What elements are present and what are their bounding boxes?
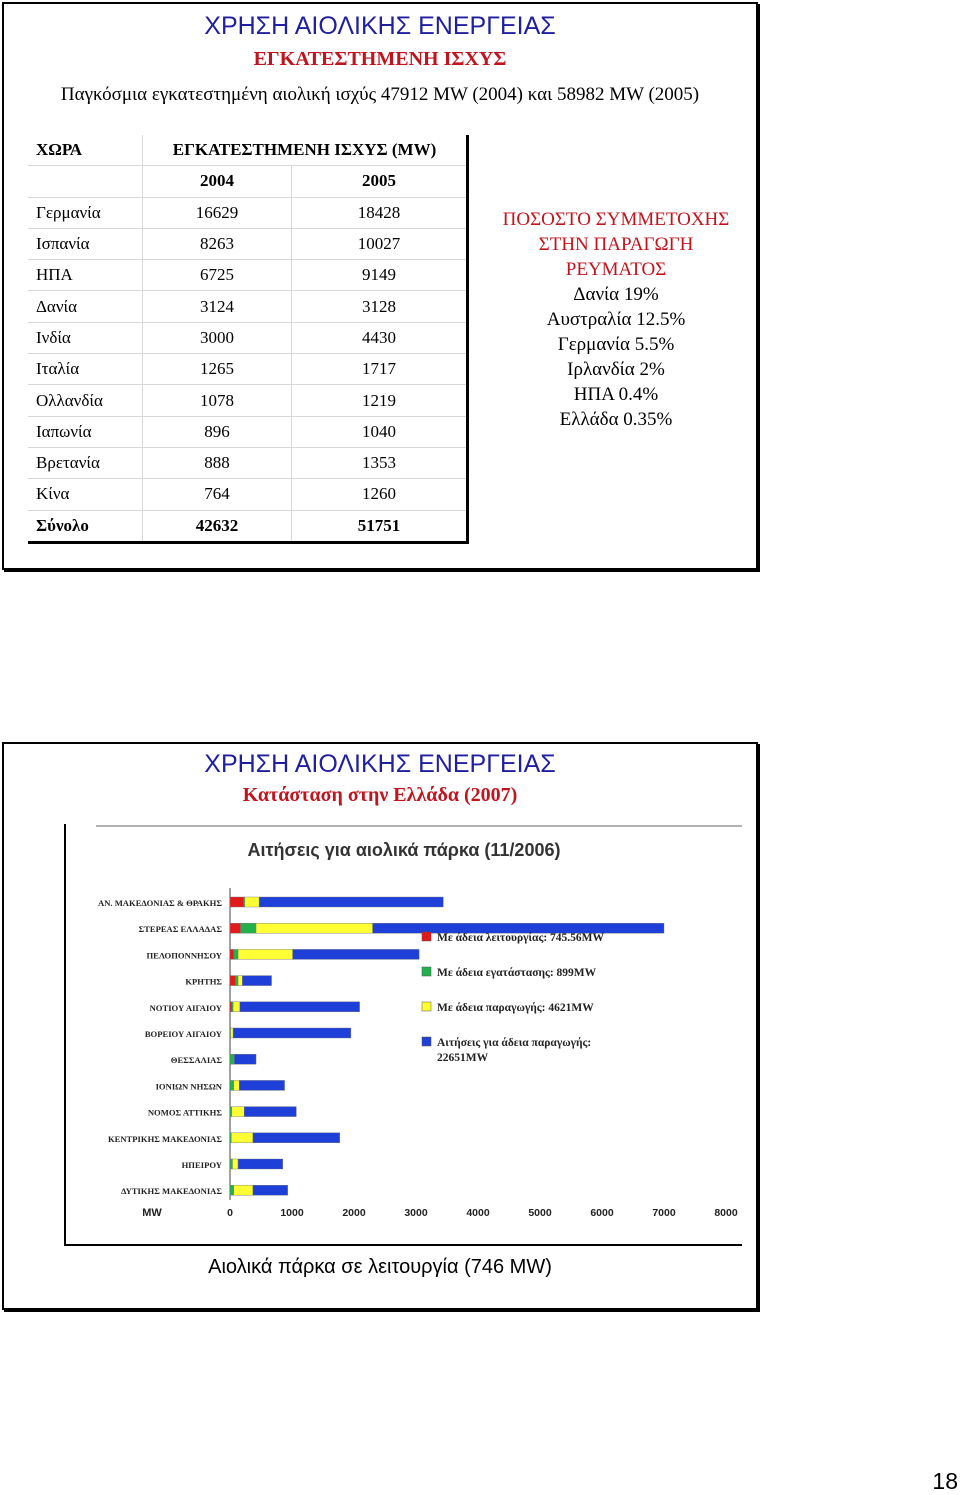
- value-2004-cell: 3124: [143, 291, 292, 322]
- x-tick-label: 1000: [280, 1207, 304, 1219]
- bar-segment: [231, 1028, 233, 1038]
- category-label: ΔΥΤΙΚΗΣ ΜΑΚΕΔΟΝΙΑΣ: [121, 1186, 222, 1197]
- intro-text: Παγκόσμια εγκατεστημένη αιολική ισχύς 47912 MW (2004) και 58982 MW (2005): [60, 84, 700, 105]
- total-row: [28, 510, 468, 542]
- country-cell: Ολλανδία: [28, 385, 143, 416]
- country-cell: Βρετανία: [28, 447, 143, 478]
- chart-caption: Αιολικά πάρκα σε λειτουργία (746 MW): [208, 1256, 552, 1278]
- share-heading-3: ΡΕΥΜΑΤΟΣ: [565, 259, 667, 280]
- category-label: ΗΠΕΙΡΟΥ: [181, 1160, 222, 1170]
- bar-segment: [259, 897, 443, 907]
- share-heading-1: ΠΟΣΟΣΤΟ ΣΥΜΜΕΤΟΧΗΣ: [502, 209, 730, 230]
- share-item: Ελλάδα 0.35%: [559, 409, 673, 430]
- bar-segment: [230, 976, 236, 986]
- bar-segment: [230, 949, 234, 959]
- bar-segment: [231, 1133, 253, 1143]
- category-label: ΑΝ. ΜΑΚΕΔΟΝΙΑΣ & ΘΡΑΚΗΣ: [97, 898, 222, 908]
- bar-segment: [244, 1107, 296, 1117]
- bar-segment: [234, 1185, 253, 1195]
- category-label: ΙΟΝΙΩΝ ΝΗΣΩΝ: [155, 1081, 222, 1092]
- country-cell: Ιταλία: [28, 354, 143, 385]
- category-label: ΚΡΗΤΗΣ: [185, 976, 222, 987]
- country-cell: Ινδία: [28, 322, 143, 353]
- header-country: ΧΩΡΑ: [28, 135, 143, 166]
- table-row: [28, 291, 468, 322]
- legend-swatch: [422, 932, 431, 941]
- table-row: [28, 228, 468, 259]
- slide-subtitle: ΕΓΚΑΤΕΣΤΗΜΕΝΗ ΙΣΧΥΣ: [253, 48, 507, 70]
- bar-segment: [230, 897, 244, 907]
- x-axis-label: MW: [142, 1207, 162, 1219]
- legend-label: Αιτήσεις για άδεια παραγωγής:: [437, 1037, 592, 1049]
- value-2005-cell: 1040: [292, 416, 468, 447]
- country-cell: Ισπανία: [28, 228, 143, 259]
- bar-segment: [236, 976, 238, 986]
- slide-greece-status: [2, 742, 758, 1310]
- bar-segment: [238, 949, 293, 959]
- bar-segment: [253, 1133, 340, 1143]
- legend-swatch: [422, 1002, 431, 1011]
- share-item: ΗΠΑ 0.4%: [573, 384, 659, 405]
- bar-segment: [232, 1107, 244, 1117]
- bar-segment: [234, 1080, 240, 1090]
- table-row: [28, 416, 468, 447]
- share-item: Ιρλανδία 2%: [567, 359, 665, 380]
- value-2005-cell: 4430: [292, 322, 468, 353]
- table-row: [28, 479, 468, 510]
- table-row: [28, 197, 468, 228]
- category-label: ΠΕΛΟΠΟΝΝΗΣΟΥ: [146, 950, 222, 961]
- x-tick-label: 7000: [652, 1207, 676, 1219]
- x-tick-label: 0: [227, 1207, 233, 1219]
- total-2004: 42632: [143, 510, 292, 542]
- bar-segment: [230, 1054, 234, 1064]
- production-share: [474, 207, 758, 432]
- value-2004-cell: 16629: [143, 197, 292, 228]
- value-2004-cell: 6725: [143, 260, 292, 291]
- share-item: Αυστραλία 12.5%: [546, 309, 686, 330]
- category-label: ΝΟΤΙΟΥ ΑΙΓΑΙΟΥ: [149, 1002, 222, 1013]
- bar-segment: [230, 1080, 234, 1090]
- table-row: [28, 354, 468, 385]
- legend-swatch: [422, 967, 431, 976]
- legend-label: Με άδεια παραγωγής: 4621MW: [437, 1002, 594, 1014]
- page-number: 18: [932, 1468, 958, 1494]
- wind-applications-chart: [66, 824, 742, 1244]
- value-2005-cell: 1717: [292, 354, 468, 385]
- share-heading-2: ΣΤΗΝ ΠΑΡΑΓΩΓΗ: [538, 234, 694, 255]
- value-2005-cell: 18428: [292, 197, 468, 228]
- bar-segment: [232, 1159, 238, 1169]
- bar-segment: [233, 1002, 240, 1012]
- bar-segment: [238, 1159, 283, 1169]
- bar-segment: [242, 976, 271, 986]
- category-label: ΝΟΜΟΣ ΑΤΤΙΚΗΣ: [147, 1107, 222, 1118]
- header-year-2005: 2005: [292, 166, 468, 197]
- table-row: [28, 322, 468, 353]
- x-tick-label: 3000: [404, 1207, 428, 1219]
- header-year-2004: 2004: [143, 166, 292, 197]
- bar-segment: [234, 1054, 256, 1064]
- value-2005-cell: 9149: [292, 260, 468, 291]
- value-2004-cell: 888: [143, 447, 292, 478]
- value-2005-cell: 3128: [292, 291, 468, 322]
- table-row: [28, 447, 468, 478]
- country-cell: Γερμανία: [28, 197, 143, 228]
- bar-segment: [239, 1080, 284, 1090]
- table-row: [28, 385, 468, 416]
- x-tick-label: 4000: [466, 1207, 490, 1219]
- country-cell: Δανία: [28, 291, 143, 322]
- header-blank: [28, 166, 143, 197]
- share-item: Γερμανία 5.5%: [557, 334, 675, 355]
- chart-frame: [64, 824, 742, 1246]
- total-label: Σύνολο: [28, 510, 143, 542]
- x-tick-label: 2000: [342, 1207, 366, 1219]
- value-2004-cell: 764: [143, 479, 292, 510]
- country-cell: ΗΠΑ: [28, 260, 143, 291]
- value-2004-cell: 8263: [143, 228, 292, 259]
- legend-swatch: [422, 1037, 431, 1046]
- value-2005-cell: 1219: [292, 385, 468, 416]
- value-2005-cell: 10027: [292, 228, 468, 259]
- bar-segment: [230, 1002, 232, 1012]
- share-item: Δανία 19%: [573, 284, 659, 305]
- bar-segment: [230, 1159, 232, 1169]
- value-2004-cell: 896: [143, 416, 292, 447]
- bar-segment: [230, 1107, 232, 1117]
- x-tick-label: 5000: [528, 1207, 552, 1219]
- bar-segment: [256, 923, 373, 933]
- total-2005: 51751: [292, 510, 468, 542]
- country-cell: Ιαπωνία: [28, 416, 143, 447]
- x-tick-label: 8000: [714, 1207, 738, 1219]
- bar-segment: [233, 1028, 351, 1038]
- bar-segment: [293, 949, 419, 959]
- bar-segment: [240, 1002, 360, 1012]
- header-capacity: ΕΓΚΑΤΕΣΤΗΜΕΝΗ ΙΣΧΥΣ (MW): [143, 135, 468, 166]
- slide-subtitle: Κατάσταση στην Ελλάδα (2007): [242, 784, 518, 806]
- table-row: [28, 260, 468, 291]
- chart-title: Αιτήσεις για αιολικά πάρκα (11/2006): [247, 840, 561, 860]
- bar-segment: [238, 976, 242, 986]
- slide-installed-capacity: [2, 2, 758, 570]
- bar-segment: [241, 923, 256, 933]
- bar-segment: [234, 949, 238, 959]
- value-2005-cell: 1353: [292, 447, 468, 478]
- value-2004-cell: 1078: [143, 385, 292, 416]
- country-cell: Κίνα: [28, 479, 143, 510]
- value-2005-cell: 1260: [292, 479, 468, 510]
- category-label: ΒΟΡΕΙΟΥ ΑΙΓΑΙΟΥ: [144, 1029, 222, 1039]
- slide-title: ΧΡΗΣΗ ΑΙΟΛΙΚΗΣ ΕΝΕΡΓΕΙΑΣ: [204, 750, 556, 778]
- bar-segment: [253, 1185, 288, 1195]
- category-label: ΣΤΕΡΕΑΣ ΕΛΛΑΔΑΣ: [138, 924, 222, 935]
- capacity-table: [28, 135, 469, 544]
- value-2004-cell: 1265: [143, 354, 292, 385]
- slide-title: ΧΡΗΣΗ ΑΙΟΛΙΚΗΣ ΕΝΕΡΓΕΙΑΣ: [204, 12, 556, 40]
- legend-label-cont: 22651MW: [437, 1052, 489, 1064]
- x-tick-label: 6000: [590, 1207, 614, 1219]
- bar-segment: [245, 897, 259, 907]
- value-2004-cell: 3000: [143, 322, 292, 353]
- category-label: ΘΕΣΣΑΛΙΑΣ: [170, 1055, 222, 1066]
- legend-label: Με άδεια εγατάστασης: 899MW: [437, 967, 597, 979]
- legend-label: Με άδεια λειτουργίας: 745.56MW: [437, 932, 605, 944]
- bar-segment: [230, 923, 241, 933]
- bar-segment: [230, 1185, 234, 1195]
- category-label: ΚΕΝΤΡΙΚΗΣ ΜΑΚΕΔΟΝΙΑΣ: [107, 1133, 222, 1144]
